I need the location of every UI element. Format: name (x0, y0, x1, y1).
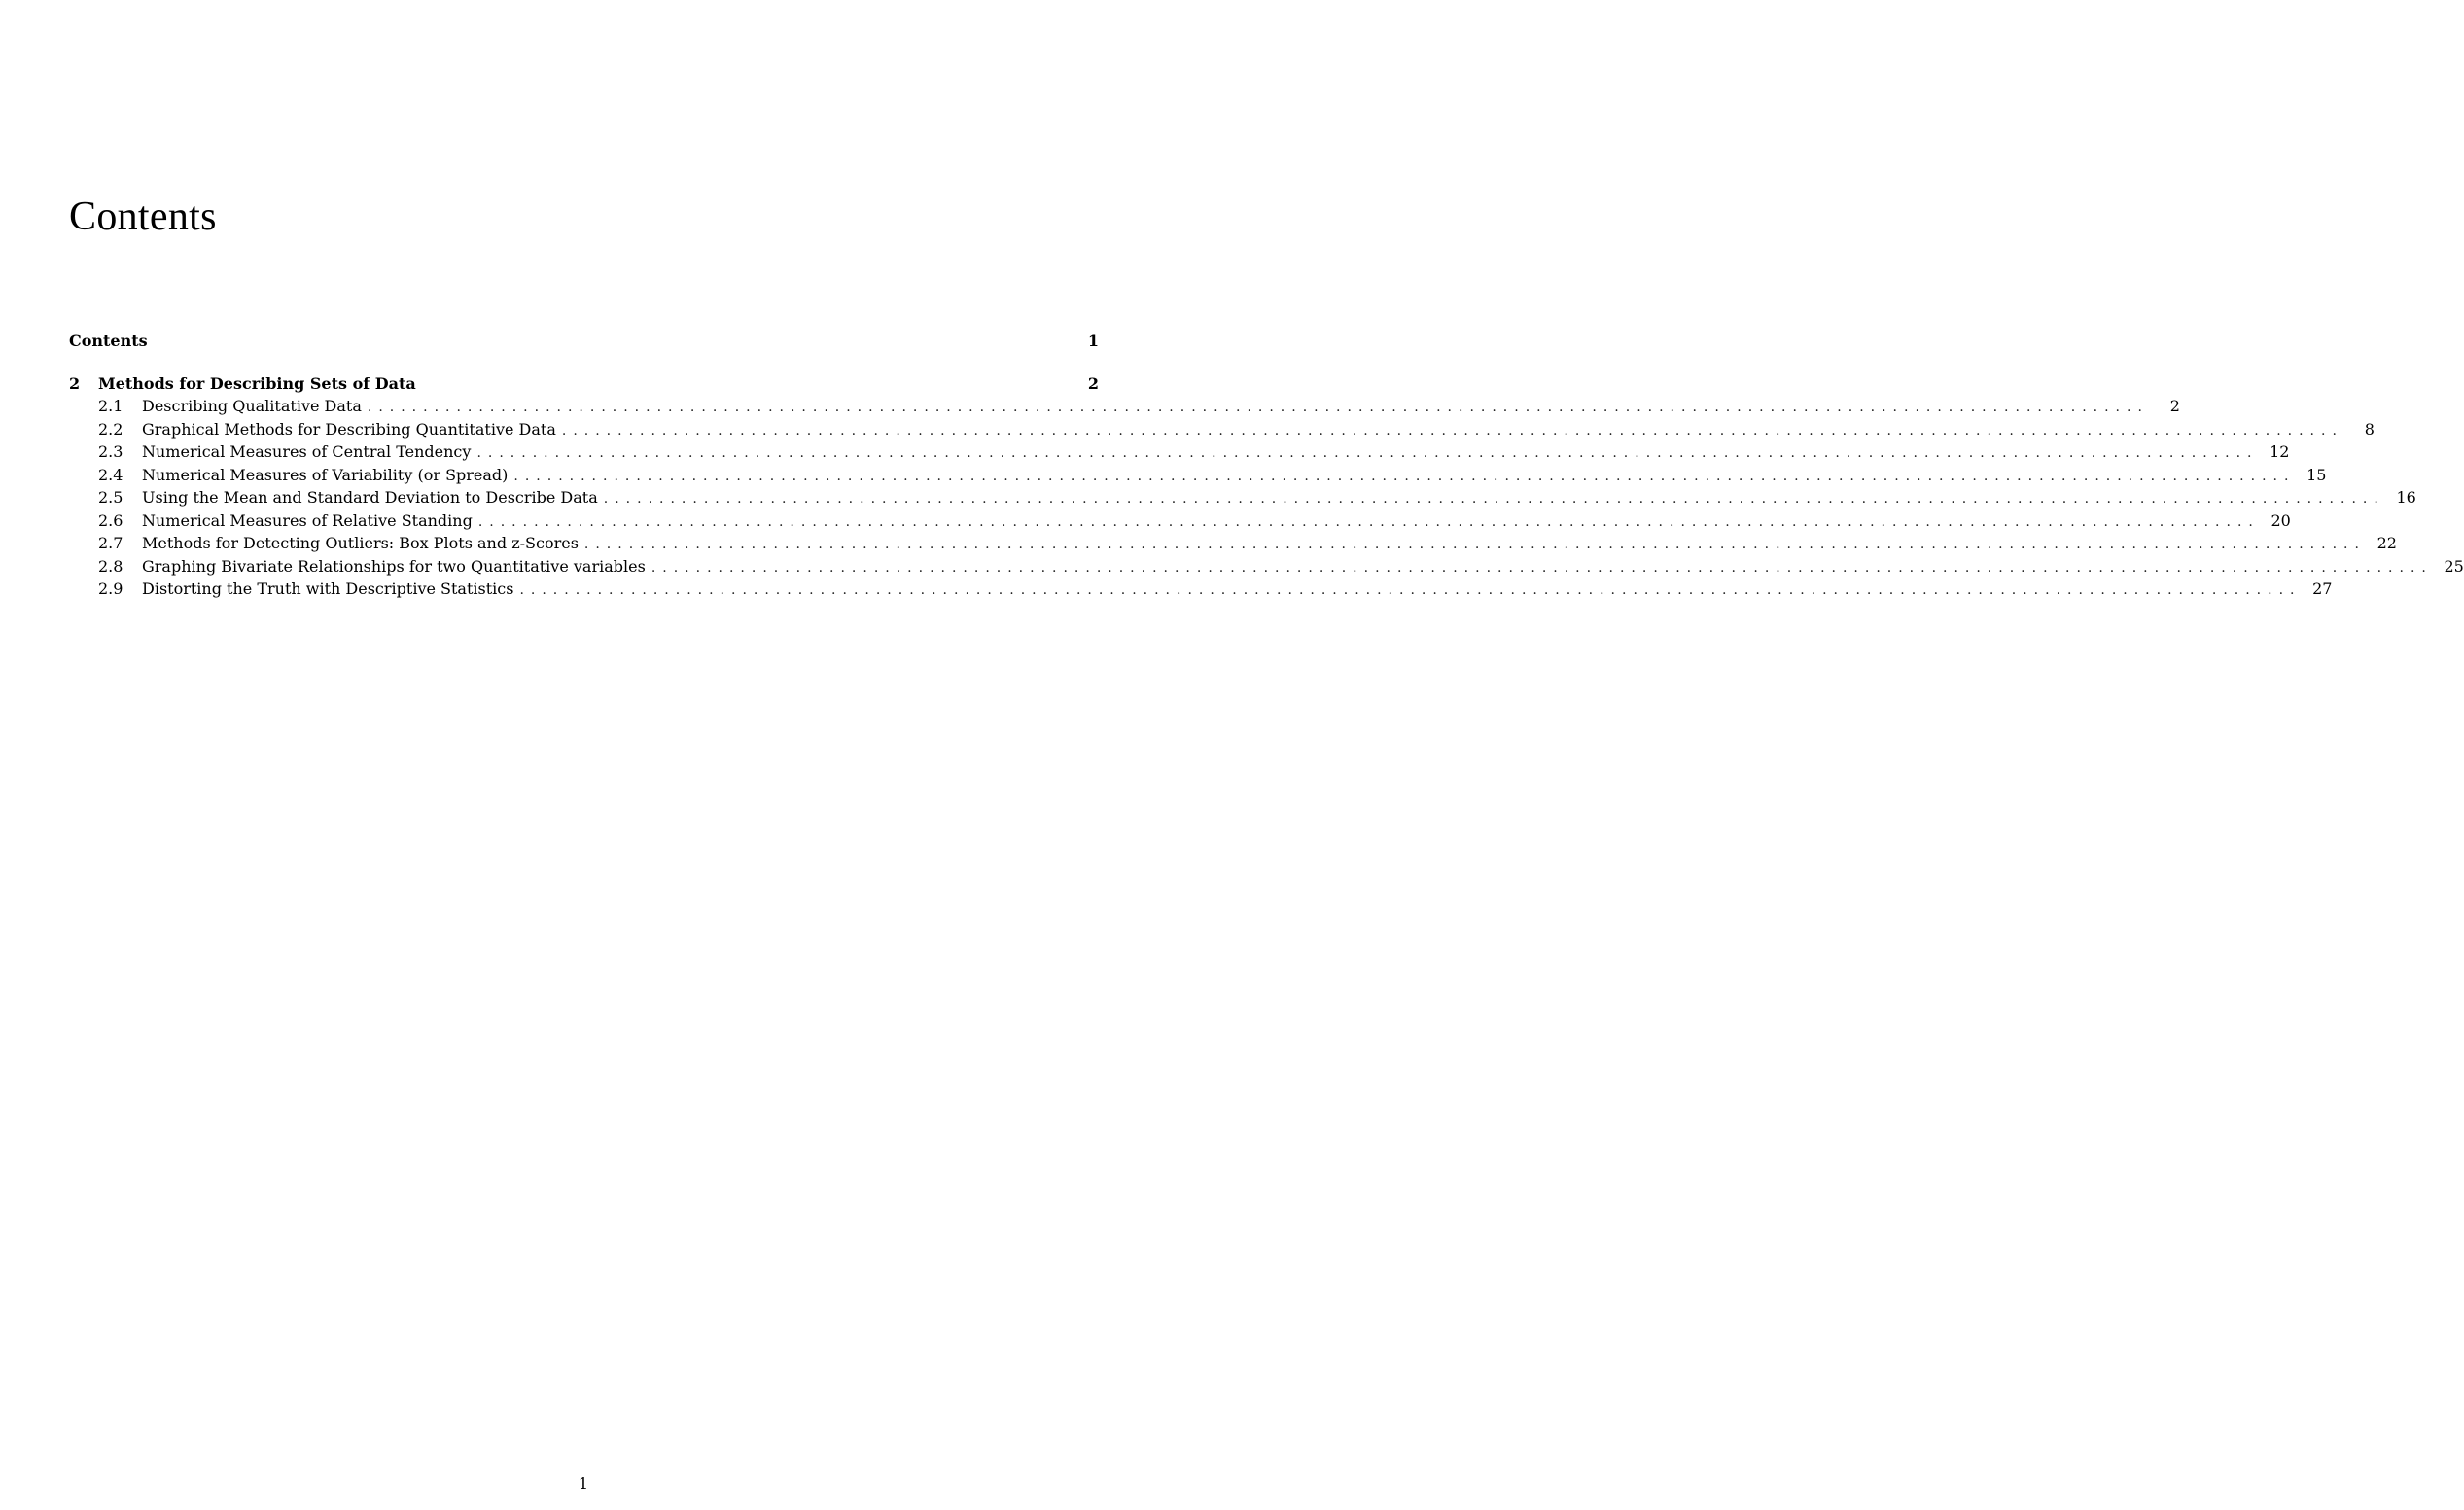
toc-section-entry[interactable] (69, 509, 2291, 533)
toc-section-page: 16 (2396, 488, 2416, 507)
toc-section-page: 2 (2169, 397, 2180, 415)
toc-section-title: Numerical Measures of Relative Standing (142, 510, 473, 530)
toc-section-number: 2.7 (98, 534, 123, 552)
leader-dots: ................................................................................................................................................................ (603, 491, 2385, 507)
leader-dots: ................................................................................................................................................................ (513, 468, 2296, 484)
toc-section-page: 8 (2364, 419, 2375, 439)
toc-section-page: 25 (2444, 556, 2464, 576)
toc-section-title: Graphing Bivariate Relationships for two Quantitative variables (142, 556, 646, 576)
leader-dots: ................................................................................................................................................................ (367, 400, 2149, 415)
toc-section-title: Methods for Detecting Outliers: Box Plots and z-Scores (142, 534, 579, 552)
toc-section-number: 2.1 (98, 397, 123, 415)
toc-section-entry[interactable] (69, 555, 2464, 579)
toc-section-number: 2.9 (98, 579, 123, 598)
page-number: 1 (578, 1474, 589, 1492)
toc-chapter-title: Methods for Describing Sets of Data (98, 374, 416, 393)
toc-section-title: Numerical Measures of Central Tendency (142, 442, 472, 461)
toc-entry-title: Contents (69, 332, 148, 350)
toc-section-number: 2.3 (98, 442, 123, 461)
toc-section-page: 15 (2306, 465, 2327, 484)
toc-section-entry[interactable] (69, 418, 2375, 441)
toc-section-title: Describing Qualitative Data (142, 397, 362, 415)
toc-chapter-number: 2 (69, 374, 81, 393)
toc-section-entry[interactable] (69, 486, 2416, 509)
leader-dots: ................................................................................................................................................................ (476, 445, 2259, 461)
leader-dots: ................................................................................................................................................................ (477, 513, 2260, 530)
toc-section-page: 27 (2312, 579, 2333, 598)
toc-chapter-page: 2 (1087, 374, 1099, 393)
toc-section-title: Numerical Measures of Variability (or Spread) (142, 465, 509, 484)
toc-entry-page: 1 (1087, 332, 1099, 350)
toc-chapter-entry[interactable] (69, 373, 1099, 395)
toc-section-number: 2.4 (98, 465, 123, 484)
toc-section-entry[interactable] (69, 464, 2327, 487)
toc-section-entry[interactable] (69, 532, 2397, 555)
toc-section-entry[interactable] (69, 395, 2180, 418)
toc-section-title: Distorting the Truth with Descriptive Statistics (142, 579, 514, 598)
toc-section-title: Using the Mean and Standard Deviation to Describe Data (142, 488, 598, 507)
table-of-contents (69, 331, 2464, 601)
toc-section-number: 2.6 (98, 510, 123, 530)
toc-entry-contents[interactable] (69, 331, 1099, 352)
toc-section-page: 22 (2376, 534, 2397, 552)
leader-dots: ................................................................................................................................................................ (651, 559, 2433, 576)
toc-section-number: 2.8 (98, 556, 123, 576)
leader-dots: ................................................................................................................................................................ (583, 537, 2366, 552)
toc-section-title: Graphical Methods for Describing Quantitative Data (142, 419, 556, 439)
toc-section-page: 20 (2270, 510, 2291, 530)
toc-section-number: 2.2 (98, 419, 123, 439)
toc-section-number: 2.5 (98, 488, 123, 507)
leader-dots: ................................................................................................................................................................ (519, 582, 2302, 598)
leader-dots: ................................................................................................................................................................ (561, 422, 2343, 439)
toc-section-entry[interactable] (69, 578, 2333, 601)
toc-section-page: 12 (2270, 442, 2290, 461)
toc-section-entry[interactable] (69, 440, 2290, 464)
page-title: Contents (69, 194, 217, 239)
